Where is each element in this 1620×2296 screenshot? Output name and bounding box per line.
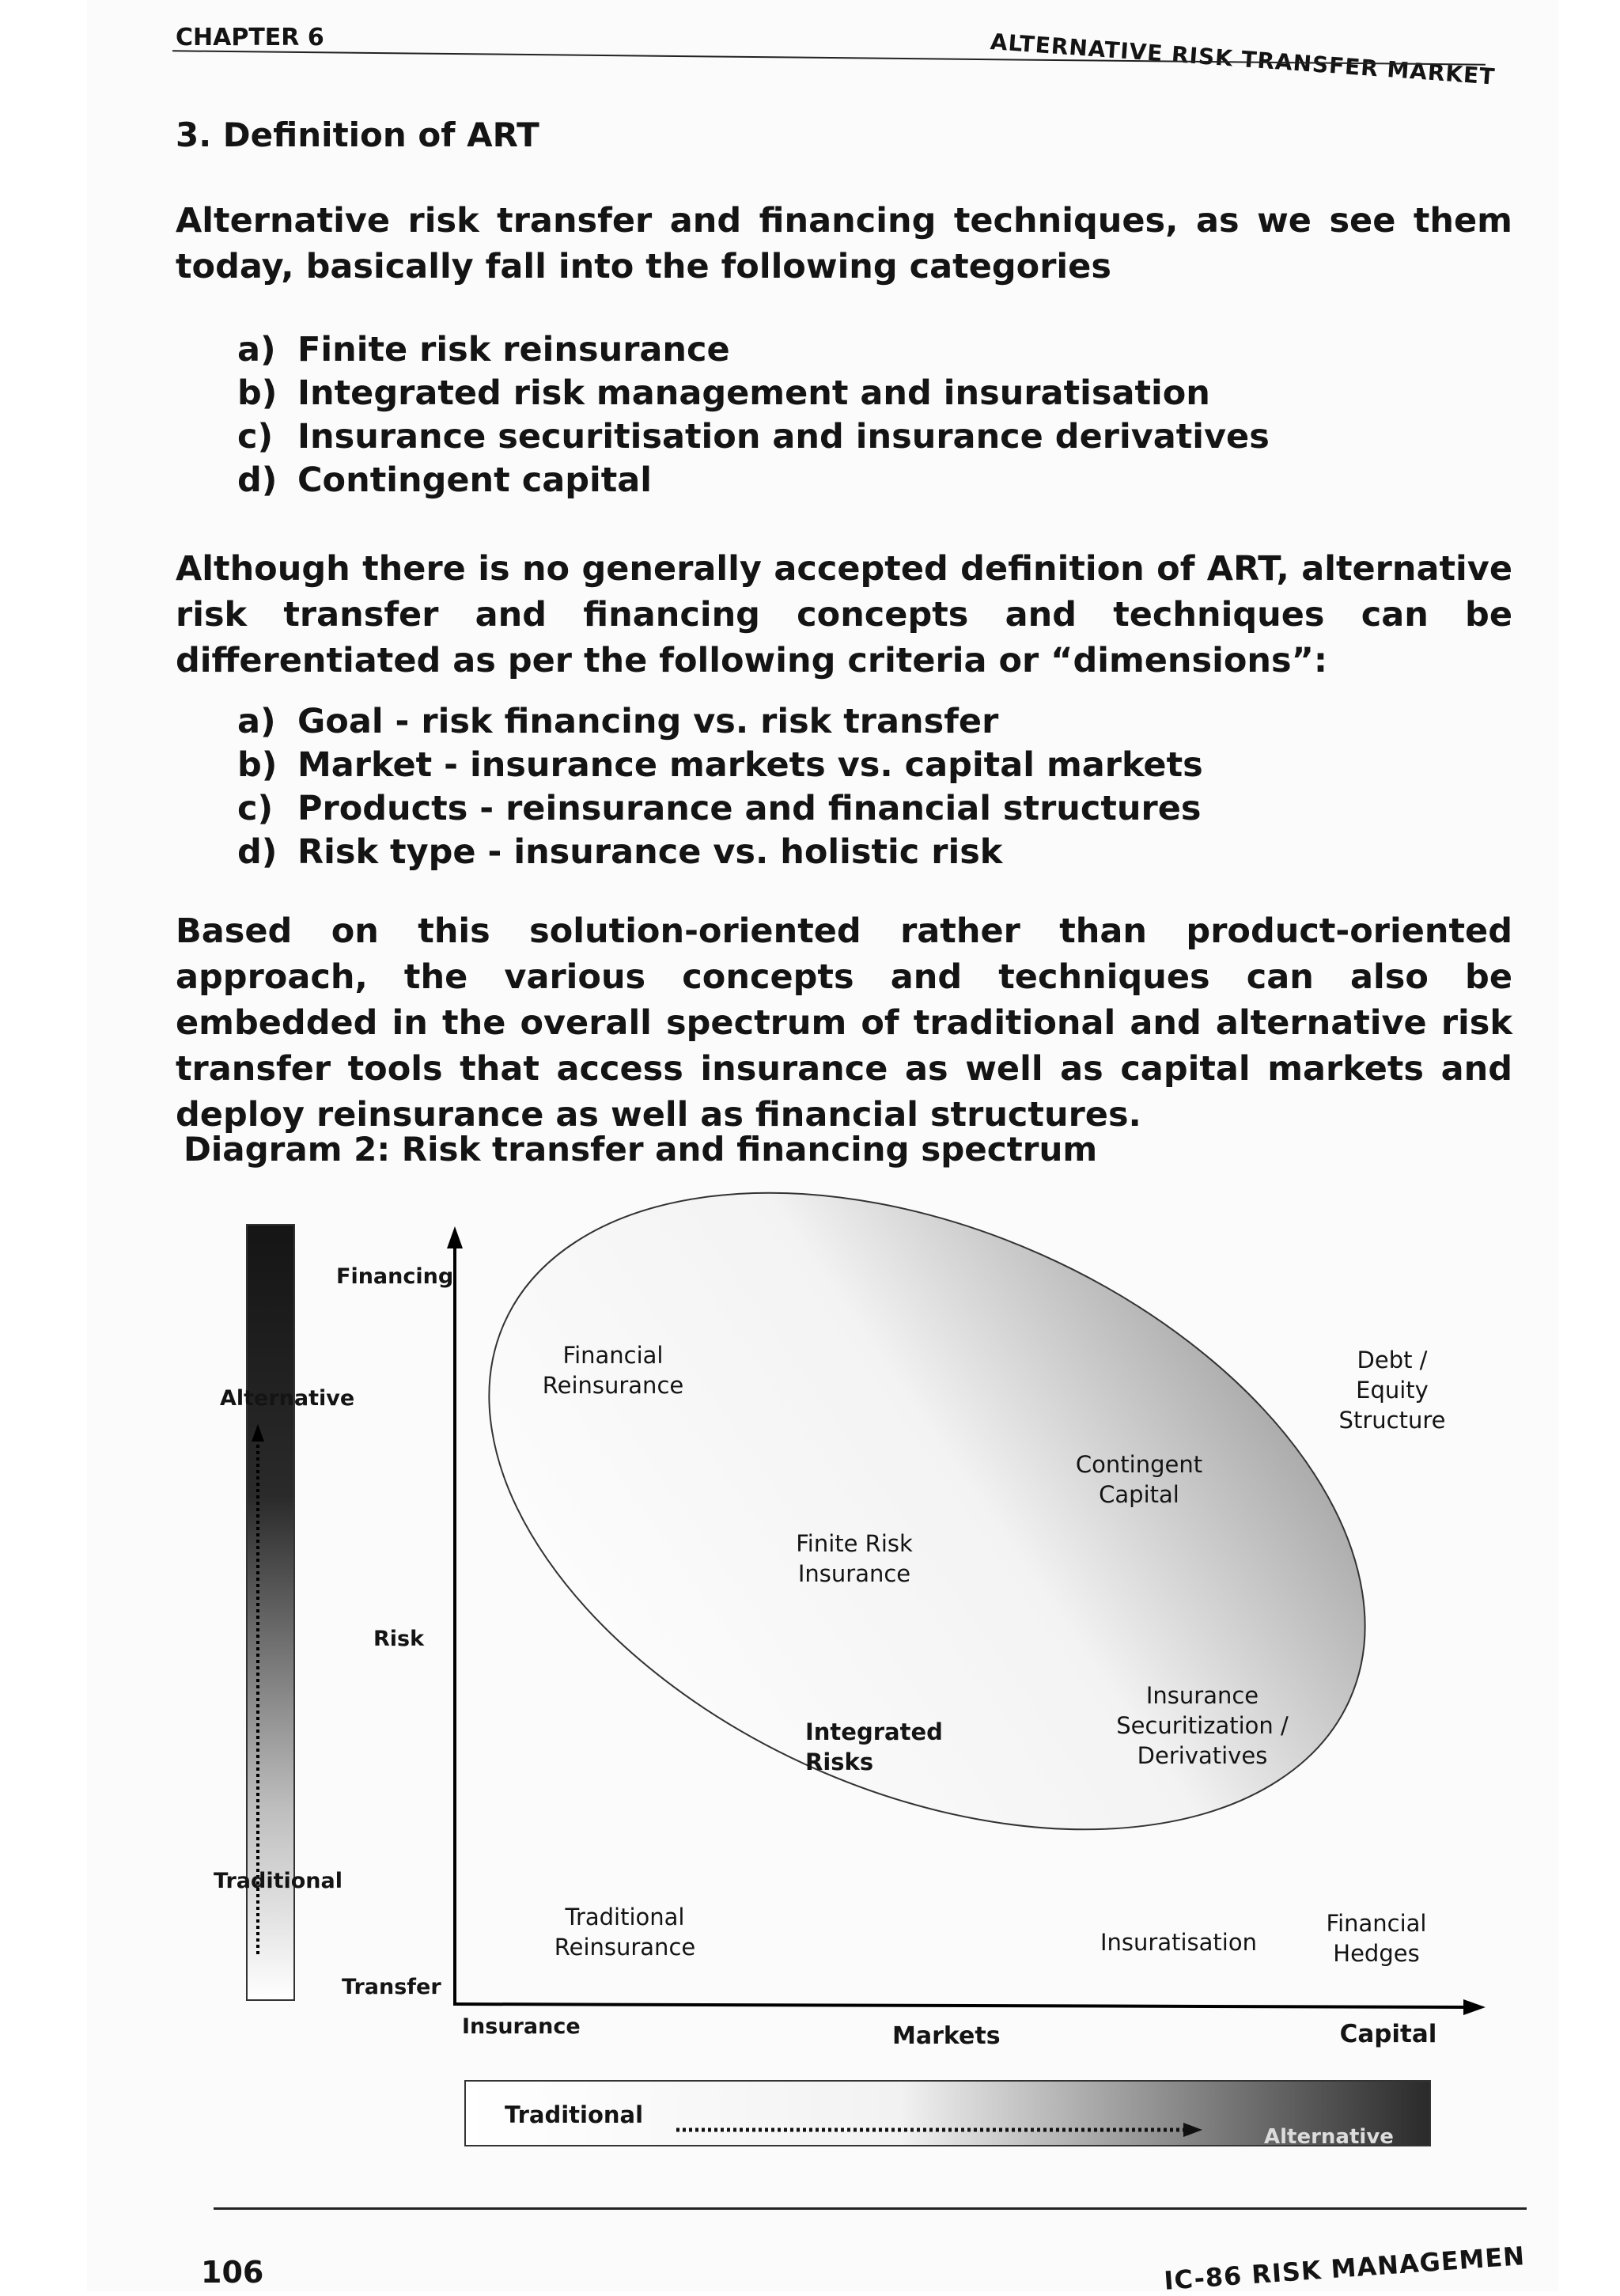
y-axis-arrowhead <box>447 1226 463 1248</box>
list-item: a) Finite risk reinsurance <box>237 330 730 369</box>
page-number: 106 <box>201 2255 264 2290</box>
horizontal-scale-right-label: Alternative <box>1264 2125 1394 2149</box>
y-axis-bottom-label: Transfer <box>342 1975 441 1999</box>
node-traditional-reinsurance: Traditional Reinsurance <box>554 1904 696 1961</box>
list-item: d) Contingent capital <box>237 460 653 500</box>
horizontal-scale-left-label: Traditional <box>505 2101 644 2128</box>
list-item: c) Insurance securitisation and insurance derivatives <box>237 417 1270 457</box>
node-financial-hedges: Financial Hedges <box>1326 1910 1427 1967</box>
node-financial-reinsurance: Financial Reinsurance <box>542 1342 684 1399</box>
x-axis-left-label: Insurance <box>462 2014 581 2039</box>
list-item: d) Risk type - insurance vs. holistic risk <box>237 832 1003 872</box>
list-item: a) Goal - risk financing vs. risk transfer <box>237 702 999 741</box>
closing-paragraph: Based on this solution-oriented rather than product-oriented approach, the various concepts and techniques can also be embedded in the overall spectrum of traditional and alternative risk transfer tools that access insurance as well as capital markets and deploy reinsurance as well as financial structures. <box>176 911 1512 1135</box>
node-finite-risk-insurance: Finite Risk Insurance <box>796 1530 913 1587</box>
node-contingent-capital: Contingent Capital <box>1075 1451 1203 1508</box>
list-item: c) Products - reinsurance and financial structures <box>237 789 1202 828</box>
list-item: b) Integrated risk management and insuratisation <box>237 373 1210 413</box>
x-axis-arrowhead <box>1463 1999 1486 2015</box>
vertical-scale-top-label: Alternative <box>220 1386 355 1411</box>
footer-rule <box>214 2207 1527 2210</box>
node-insurance-securitization: Insurance Securitization / Derivatives <box>1116 1682 1289 1769</box>
node-insuratisation: Insuratisation <box>1100 1929 1257 1956</box>
x-axis-right-label: Capital <box>1339 2020 1437 2048</box>
criteria-paragraph: Although there is no generally accepted definition of ART, alternative risk transfer and financing concepts and techniques can be differentiated as per the following criteria or “dimensions”: <box>176 549 1512 680</box>
node-debt-equity-structure: Debt / Equity Structure <box>1338 1347 1446 1434</box>
node-integrated-risks: Integrated Risks <box>805 1718 943 1775</box>
series-title: ALTERNATIVE RISK TRANSFER MARKET <box>990 28 1497 90</box>
diagram-title: Diagram 2: Risk transfer and financing spectrum <box>184 1130 1098 1169</box>
list-item: b) Market - insurance markets vs. capital markets <box>237 745 1203 785</box>
y-axis-top-label: Financing <box>336 1264 454 1289</box>
x-axis <box>455 2004 1471 2007</box>
vertical-scale-bottom-label: Traditional <box>214 1869 343 1893</box>
footer-title: IC-86 RISK MANAGEMEN <box>1162 2241 1526 2296</box>
y-axis-middle-label: Risk <box>373 1627 425 1651</box>
section-heading: 3. Definition of ART <box>176 116 539 154</box>
chapter-label: CHAPTER 6 <box>176 24 324 51</box>
spectrum-ellipse <box>390 1067 1464 1956</box>
x-axis-middle-label: Markets <box>892 2022 1001 2050</box>
intro-paragraph: Alternative risk transfer and financing techniques, as we see them today, basically fall into the following categories <box>176 201 1512 286</box>
